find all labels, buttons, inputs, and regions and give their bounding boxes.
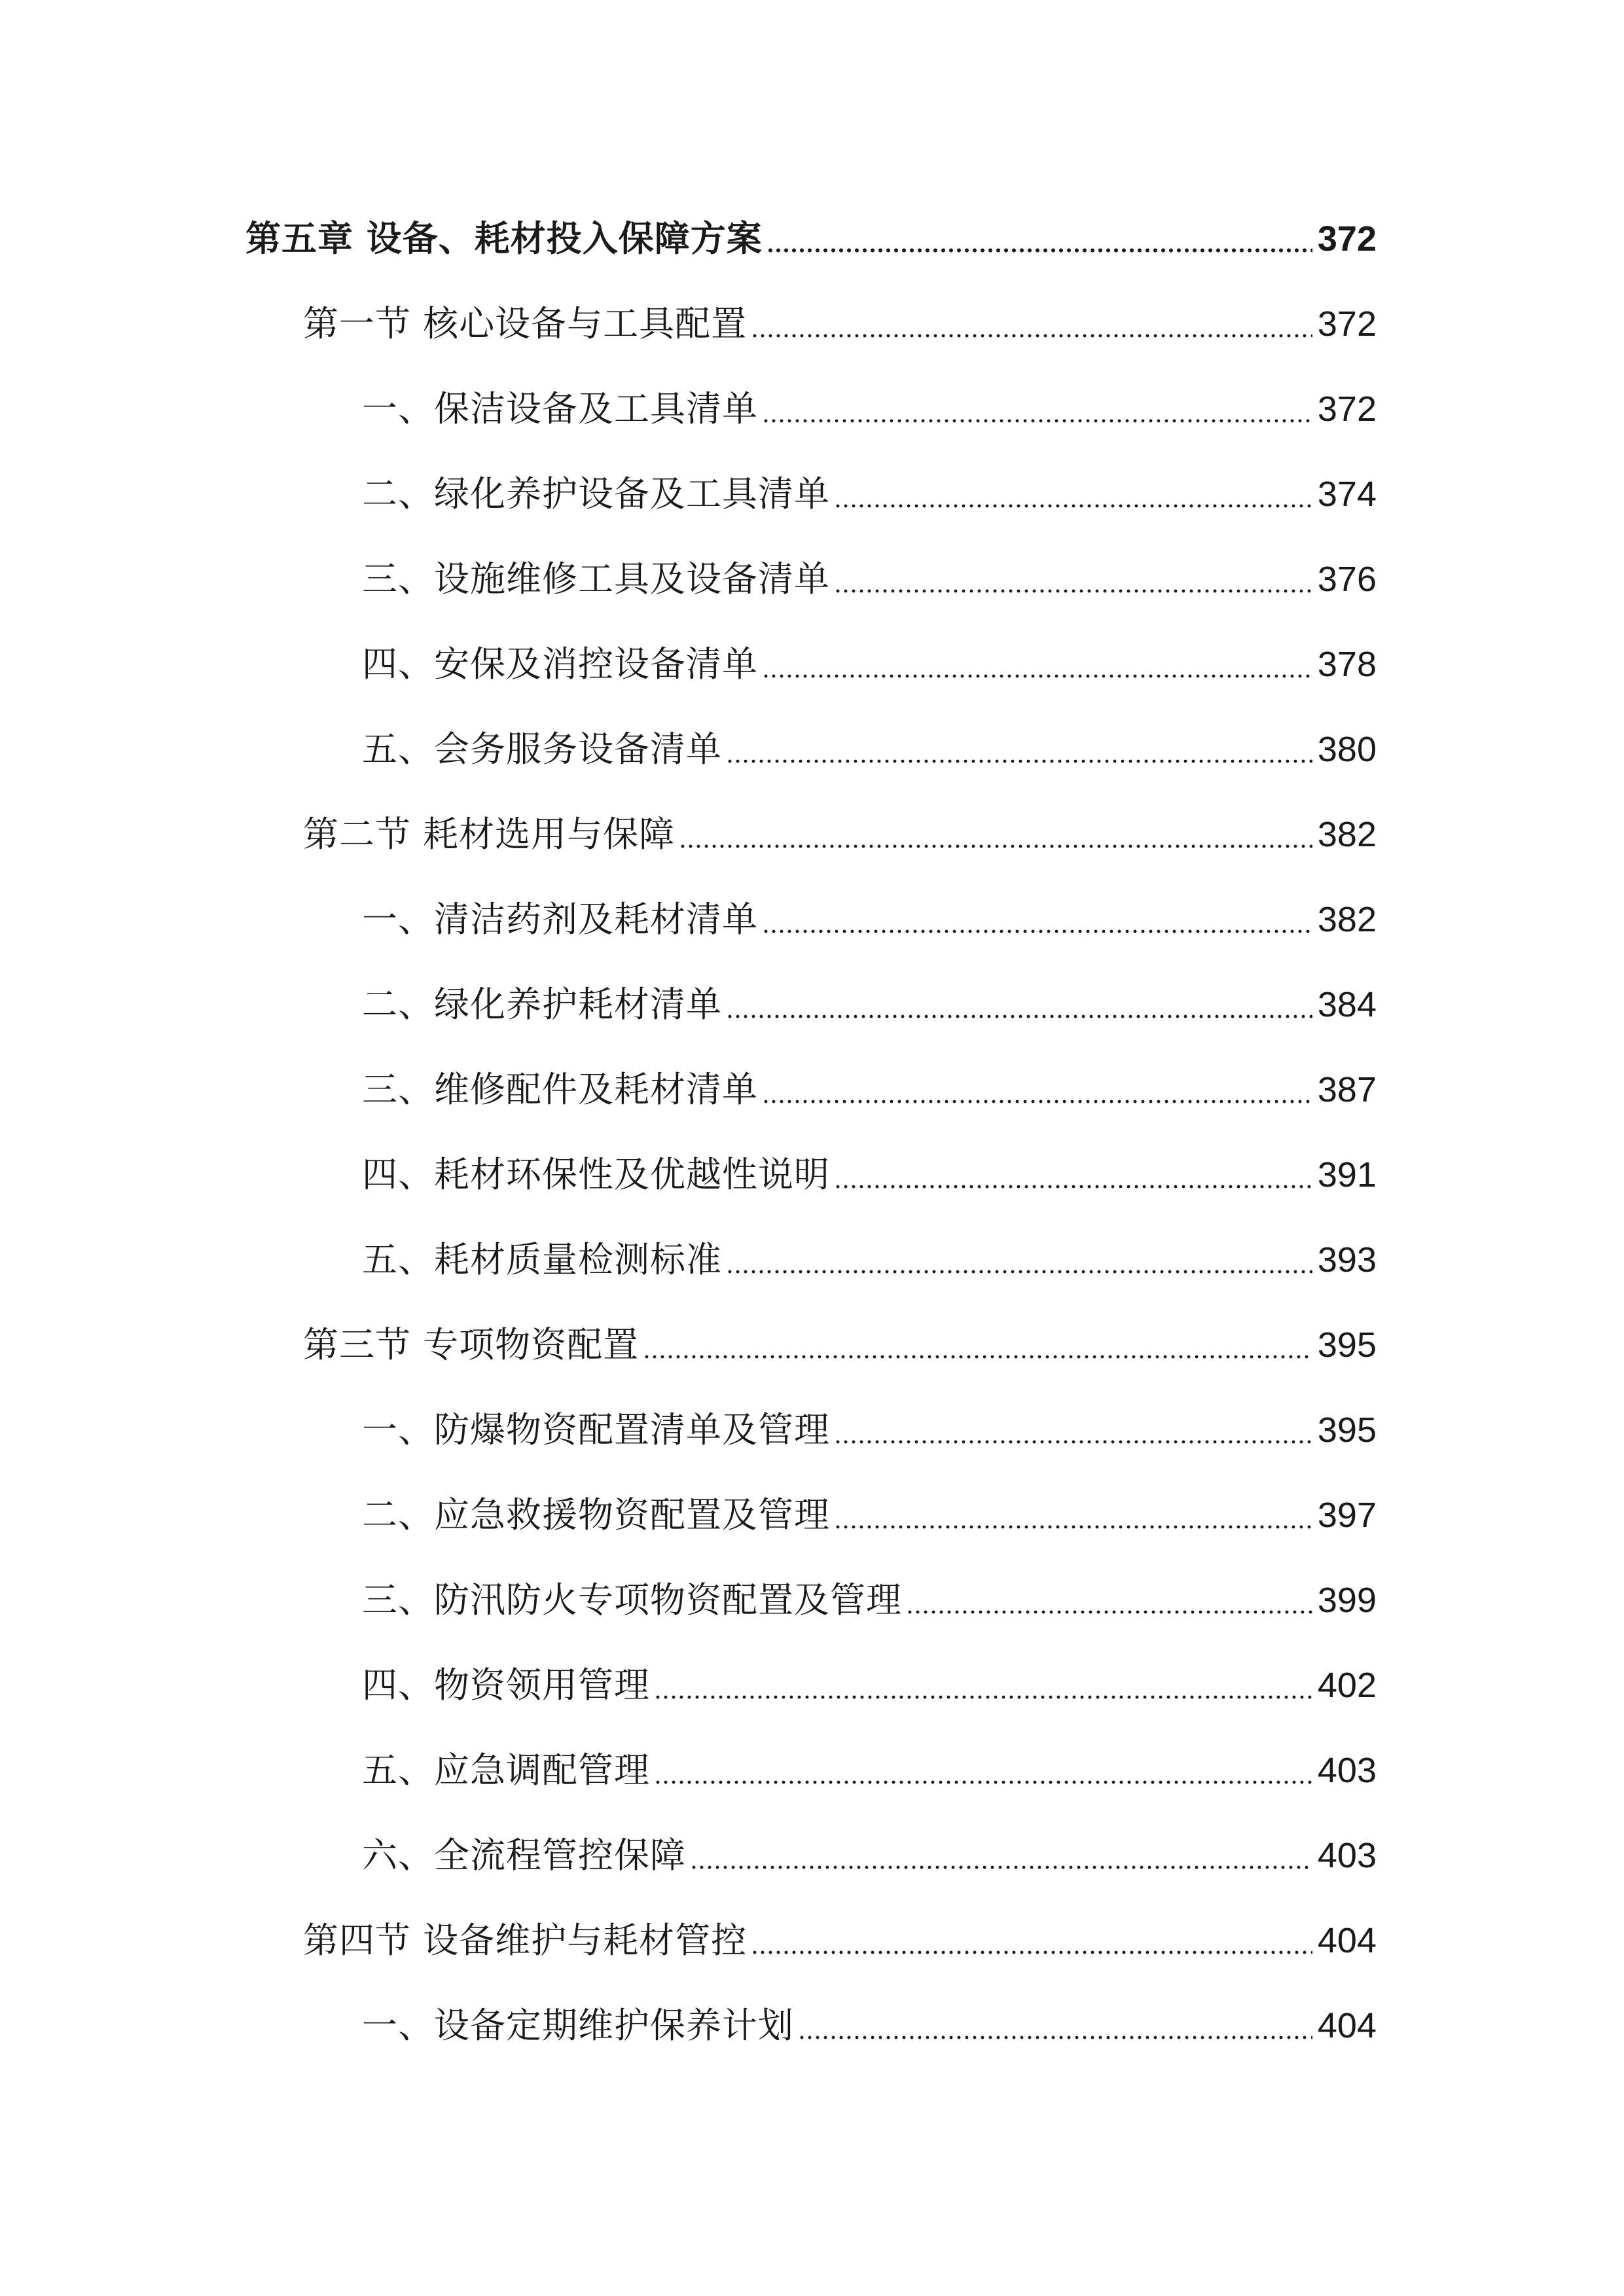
toc-dot-leader [751, 1923, 1312, 1958]
table-of-contents [245, 196, 1377, 2068]
toc-dot-leader [834, 562, 1312, 597]
toc-dot-leader [654, 1753, 1312, 1788]
toc-dot-leader [751, 306, 1312, 342]
toc-dot-leader [726, 732, 1312, 767]
toc-entry-section-1[interactable] [245, 281, 1377, 367]
toc-dot-leader [767, 221, 1312, 257]
toc-entry-label: 第三节 专项物资配置 [303, 1324, 640, 1365]
toc-entry-page-number: 393 [1317, 1240, 1377, 1280]
toc-entry-section-3[interactable] [245, 1302, 1377, 1388]
toc-entry-label: 六、全流程管控保障 [362, 1835, 686, 1876]
toc-entry-label: 四、物资领用管理 [362, 1664, 650, 1706]
toc-entry-subsection[interactable] [245, 877, 1377, 962]
toc-entry-page-number: 402 [1317, 1666, 1377, 1705]
toc-entry-label: 五、应急调配管理 [362, 1749, 650, 1791]
toc-entry-label: 第一节 核心设备与工具配置 [303, 303, 748, 344]
toc-entry-subsection[interactable] [245, 622, 1377, 707]
toc-entry-chapter-5[interactable] [245, 196, 1377, 281]
toc-entry-page-number: 391 [1317, 1155, 1377, 1194]
toc-entry-page-number: 404 [1317, 2006, 1377, 2045]
toc-entry-label: 二、绿化养护设备及工具清单 [362, 473, 830, 514]
toc-entry-label: 四、耗材环保性及优越性说明 [362, 1154, 830, 1195]
toc-entry-page-number: 374 [1317, 475, 1377, 514]
toc-entry-label: 三、防汛防火专项物资配置及管理 [362, 1579, 902, 1621]
toc-entry-subsection[interactable] [245, 1643, 1377, 1728]
toc-entry-label: 三、维修配件及耗材清单 [362, 1069, 758, 1110]
toc-entry-subsection[interactable] [245, 1728, 1377, 1813]
toc-entry-page-number: 378 [1317, 645, 1377, 684]
toc-entry-subsection[interactable] [245, 1473, 1377, 1558]
toc-dot-leader [834, 1157, 1312, 1193]
toc-entry-subsection[interactable] [245, 707, 1377, 792]
toc-entry-page-number: 395 [1317, 1325, 1377, 1365]
toc-dot-leader [762, 902, 1312, 937]
toc-entry-page-number: 382 [1317, 900, 1377, 939]
toc-entry-page-number: 387 [1317, 1070, 1377, 1109]
toc-dot-leader [834, 1498, 1312, 1533]
toc-dot-leader [762, 647, 1312, 682]
toc-dot-leader [654, 1668, 1312, 1703]
toc-entry-label: 五、会务服务设备清单 [362, 728, 722, 770]
toc-dot-leader [726, 987, 1312, 1022]
toc-entry-subsection[interactable] [245, 452, 1377, 537]
toc-dot-leader [834, 1412, 1312, 1448]
toc-entry-subsection[interactable] [245, 1132, 1377, 1217]
toc-entry-page-number: 372 [1317, 219, 1377, 259]
toc-entry-page-number: 376 [1317, 560, 1377, 599]
toc-dot-leader [643, 1327, 1312, 1363]
toc-dot-leader [726, 1242, 1312, 1278]
toc-entry-subsection[interactable] [245, 537, 1377, 622]
toc-entry-page-number: 404 [1317, 1921, 1377, 1960]
toc-entry-label: 第四节 设备维护与耗材管控 [303, 1920, 748, 1961]
toc-entry-subsection[interactable] [245, 1558, 1377, 1643]
toc-entry-page-number: 403 [1317, 1836, 1377, 1875]
toc-entry-page-number: 372 [1317, 304, 1377, 344]
toc-entry-subsection[interactable] [245, 1047, 1377, 1132]
toc-entry-label: 三、设施维修工具及设备清单 [362, 558, 830, 600]
toc-entry-page-number: 372 [1317, 389, 1377, 429]
toc-entry-subsection[interactable] [245, 962, 1377, 1047]
toc-entry-subsection[interactable] [245, 1813, 1377, 1898]
toc-dot-leader [906, 1583, 1312, 1618]
toc-entry-section-2[interactable] [245, 792, 1377, 877]
toc-entry-page-number: 397 [1317, 1496, 1377, 1535]
toc-entry-label: 一、保洁设备及工具清单 [362, 388, 758, 429]
toc-entry-label: 五、耗材质量检测标准 [362, 1239, 722, 1280]
toc-entry-page-number: 395 [1317, 1410, 1377, 1450]
toc-entry-label: 二、应急救援物资配置及管理 [362, 1494, 830, 1535]
toc-entry-subsection[interactable] [245, 1983, 1377, 2068]
toc-entry-label: 第二节 耗材选用与保障 [303, 814, 676, 855]
toc-entry-page-number: 380 [1317, 730, 1377, 769]
toc-dot-leader [834, 476, 1312, 512]
toc-entry-label: 一、防爆物资配置清单及管理 [362, 1409, 830, 1450]
toc-entry-page-number: 382 [1317, 815, 1377, 854]
toc-dot-leader [679, 817, 1312, 852]
toc-entry-subsection[interactable] [245, 367, 1377, 452]
toc-entry-label: 一、清洁药剂及耗材清单 [362, 899, 758, 940]
toc-entry-section-4[interactable] [245, 1898, 1377, 1983]
toc-entry-page-number: 399 [1317, 1581, 1377, 1620]
toc-entry-label: 二、绿化养护耗材清单 [362, 984, 722, 1025]
toc-entry-page-number: 403 [1317, 1751, 1377, 1790]
toc-dot-leader [690, 1838, 1312, 1873]
toc-dot-leader [762, 1072, 1312, 1107]
toc-entry-label: 第五章 设备、耗材投入保障方案 [245, 218, 763, 259]
toc-entry-page-number: 384 [1317, 985, 1377, 1024]
toc-dot-leader [798, 2008, 1312, 2043]
toc-entry-label: 四、安保及消控设备清单 [362, 643, 758, 685]
toc-dot-leader [762, 391, 1312, 427]
toc-entry-label: 一、设备定期维护保养计划 [362, 2005, 794, 2046]
toc-entry-subsection[interactable] [245, 1217, 1377, 1302]
toc-entry-subsection[interactable] [245, 1388, 1377, 1473]
